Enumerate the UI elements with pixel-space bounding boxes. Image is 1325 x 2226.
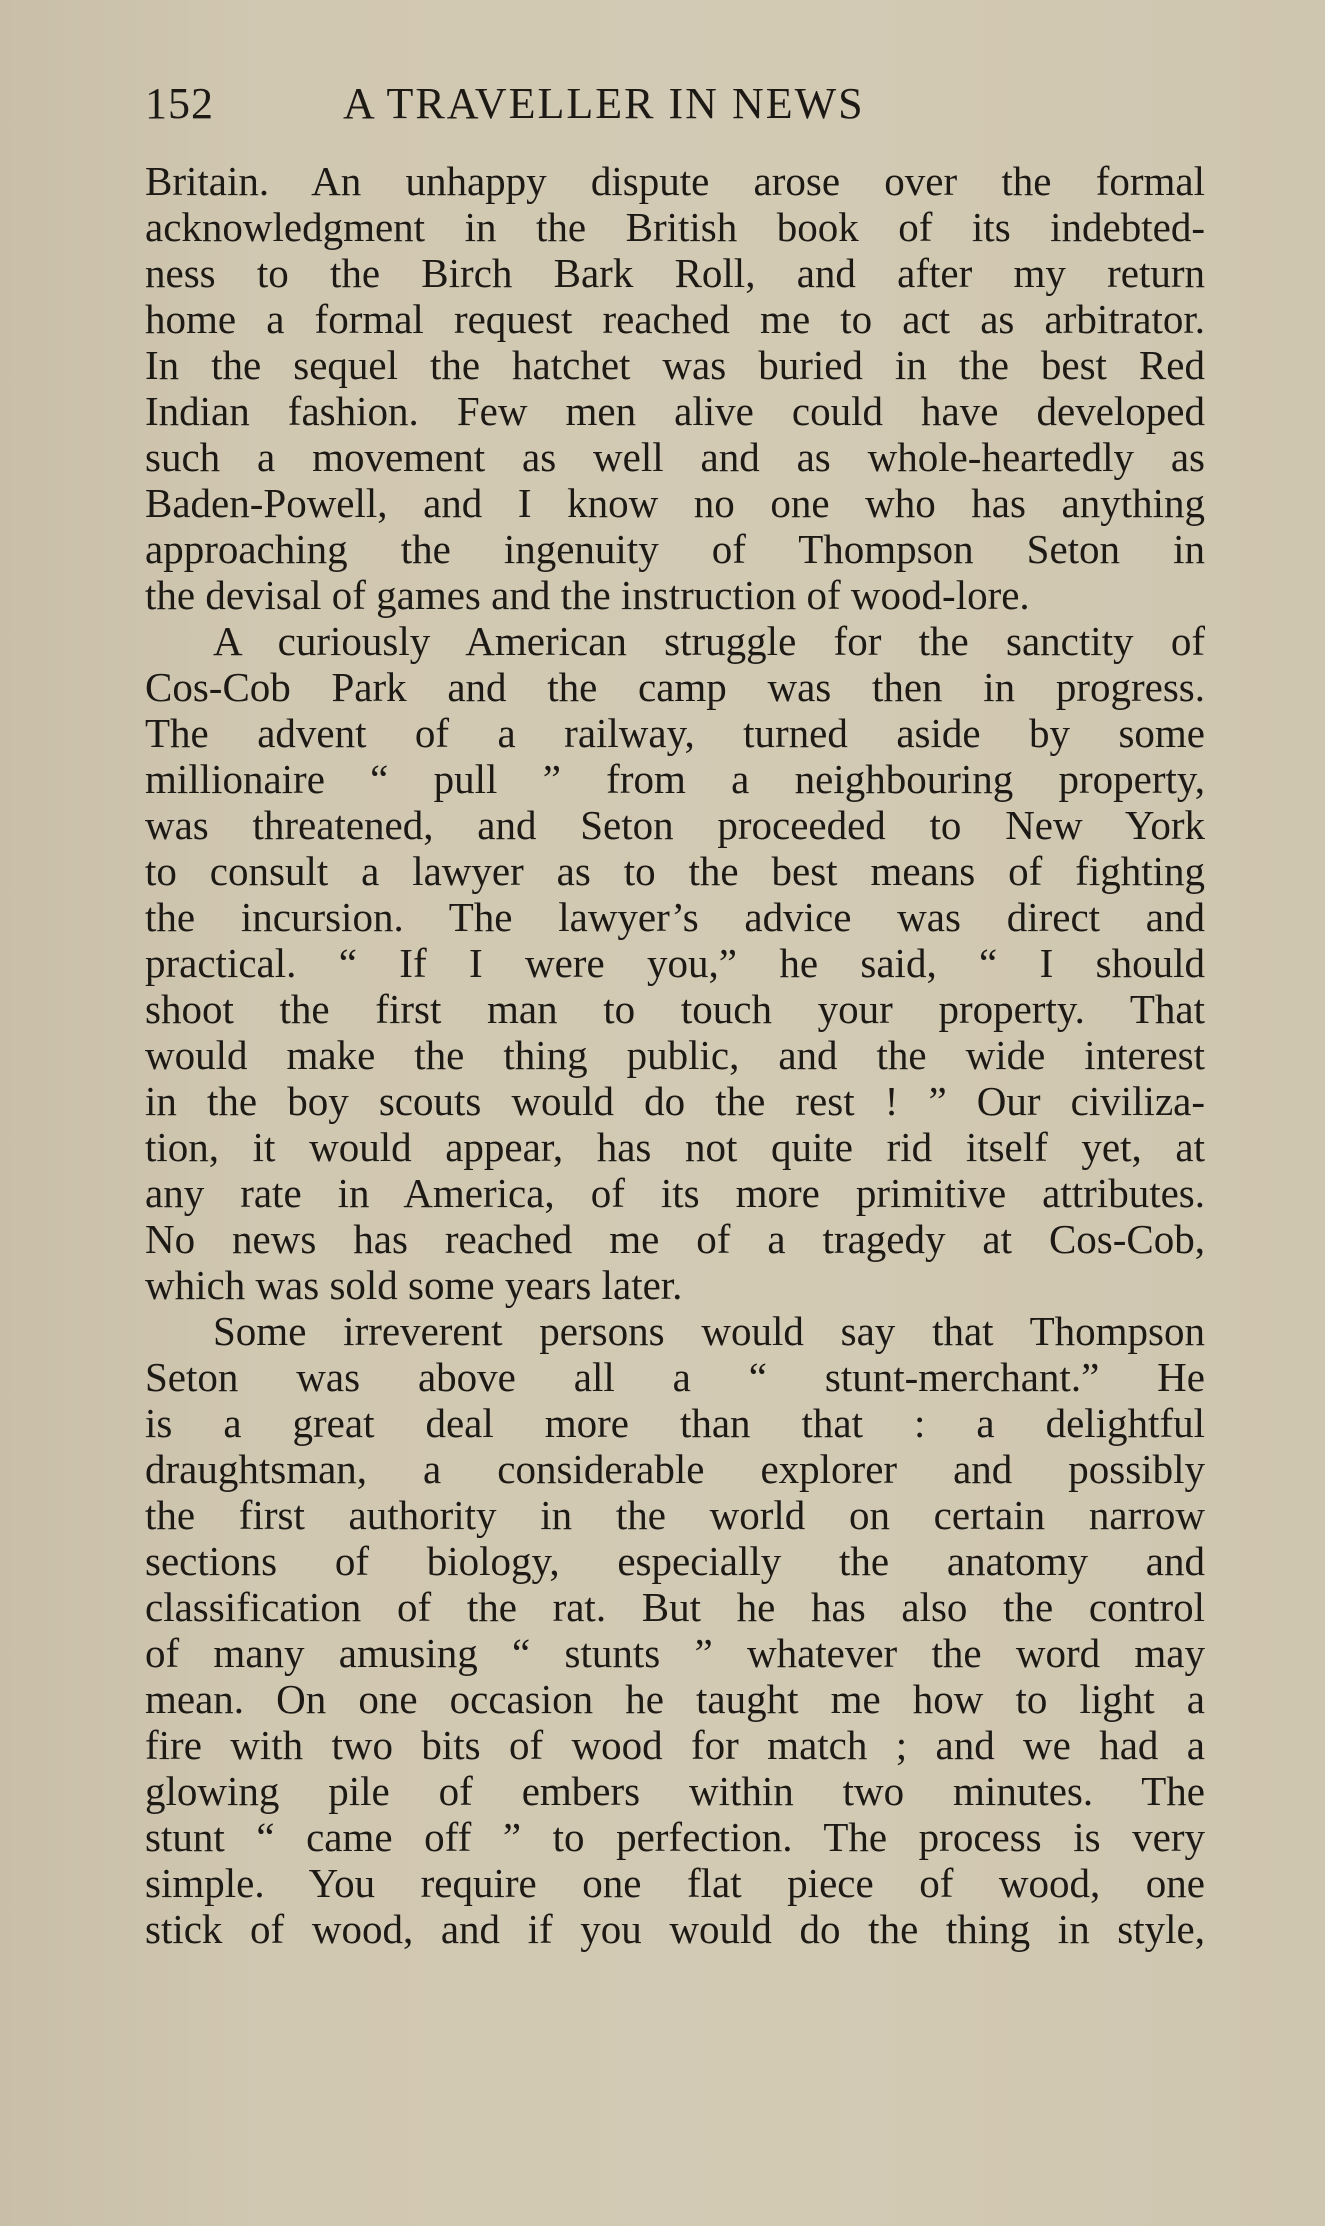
text-line: draughtsman, a considerable explorer and possibly [145, 1446, 1205, 1492]
text-line: sections of biology, especially the anatomy and [145, 1538, 1205, 1584]
text-line: was threatened, and Seton proceeded to New York [145, 802, 1205, 848]
text-line: Cos-Cob Park and the camp was then in progress. [145, 664, 1205, 710]
text-line: mean. On one occasion he taught me how to light a [145, 1676, 1205, 1722]
text-line: any rate in America, of its more primitive attributes. [145, 1170, 1205, 1216]
text-line: home a formal request reached me to act as arbitrator. [145, 296, 1205, 342]
text-line: fire with two bits of wood for match ; and we had a [145, 1722, 1205, 1768]
text-line: stunt “ came off ” to perfection. The process is very [145, 1814, 1205, 1860]
text-line: shoot the first man to touch your property. That [145, 986, 1205, 1032]
text-line: In the sequel the hatchet was buried in the best Red [145, 342, 1205, 388]
text-line: ness to the Birch Bark Roll, and after my return [145, 250, 1205, 296]
text-line: the incursion. The lawyer’s advice was direct and [145, 894, 1205, 940]
text-line: Britain. An unhappy dispute arose over the formal [145, 158, 1205, 204]
page-header [145, 76, 1205, 132]
text-line: stick of wood, and if you would do the thing in style, [145, 1906, 1205, 1952]
paragraph-start-line: Some irreverent persons would say that Thompson [213, 1308, 1205, 1354]
running-head: A TRAVELLER IN NEWS [343, 79, 865, 128]
page-number: 152 [145, 79, 214, 128]
text-line: the devisal of games and the instruction of wood-lore. [145, 572, 1030, 618]
text-line: glowing pile of embers within two minutes. The [145, 1768, 1205, 1814]
text-line: Baden-Powell, and I know no one who has anything [145, 480, 1205, 526]
paragraph-start-line: A curiously American struggle for the sanctity of [213, 618, 1205, 664]
text-line: classification of the rat. But he has also the control [145, 1584, 1205, 1630]
text-line: to consult a lawyer as to the best means of fighting [145, 848, 1205, 894]
text-line: would make the thing public, and the wide interest [145, 1032, 1205, 1078]
text-line: No news has reached me of a tragedy at Cos-Cob, [145, 1216, 1205, 1262]
text-line: approaching the ingenuity of Thompson Seton in [145, 526, 1205, 572]
body-text [145, 158, 1205, 1952]
text-line: such a movement as well and as whole-heartedly as [145, 434, 1205, 480]
text-line: the first authority in the world on certain narrow [145, 1492, 1205, 1538]
text-line: which was sold some years later. [145, 1262, 683, 1308]
text-line: millionaire “ pull ” from a neighbouring property, [145, 756, 1205, 802]
text-line: Indian fashion. Few men alive could have developed [145, 388, 1205, 434]
text-line: The advent of a railway, turned aside by some [145, 710, 1205, 756]
text-line: Seton was above all a “ stunt-merchant.” He [145, 1354, 1205, 1400]
text-line: of many amusing “ stunts ” whatever the word may [145, 1630, 1205, 1676]
text-line: acknowledgment in the British book of its indebted- [145, 204, 1205, 250]
text-line: in the boy scouts would do the rest ! ” Our civiliza- [145, 1078, 1205, 1124]
text-line: simple. You require one flat piece of wood, one [145, 1860, 1205, 1906]
text-line: is a great deal more than that : a delightful [145, 1400, 1205, 1446]
text-line: tion, it would appear, has not quite rid itself yet, at [145, 1124, 1205, 1170]
text-line: practical. “ If I were you,” he said, “ I should [145, 940, 1205, 986]
